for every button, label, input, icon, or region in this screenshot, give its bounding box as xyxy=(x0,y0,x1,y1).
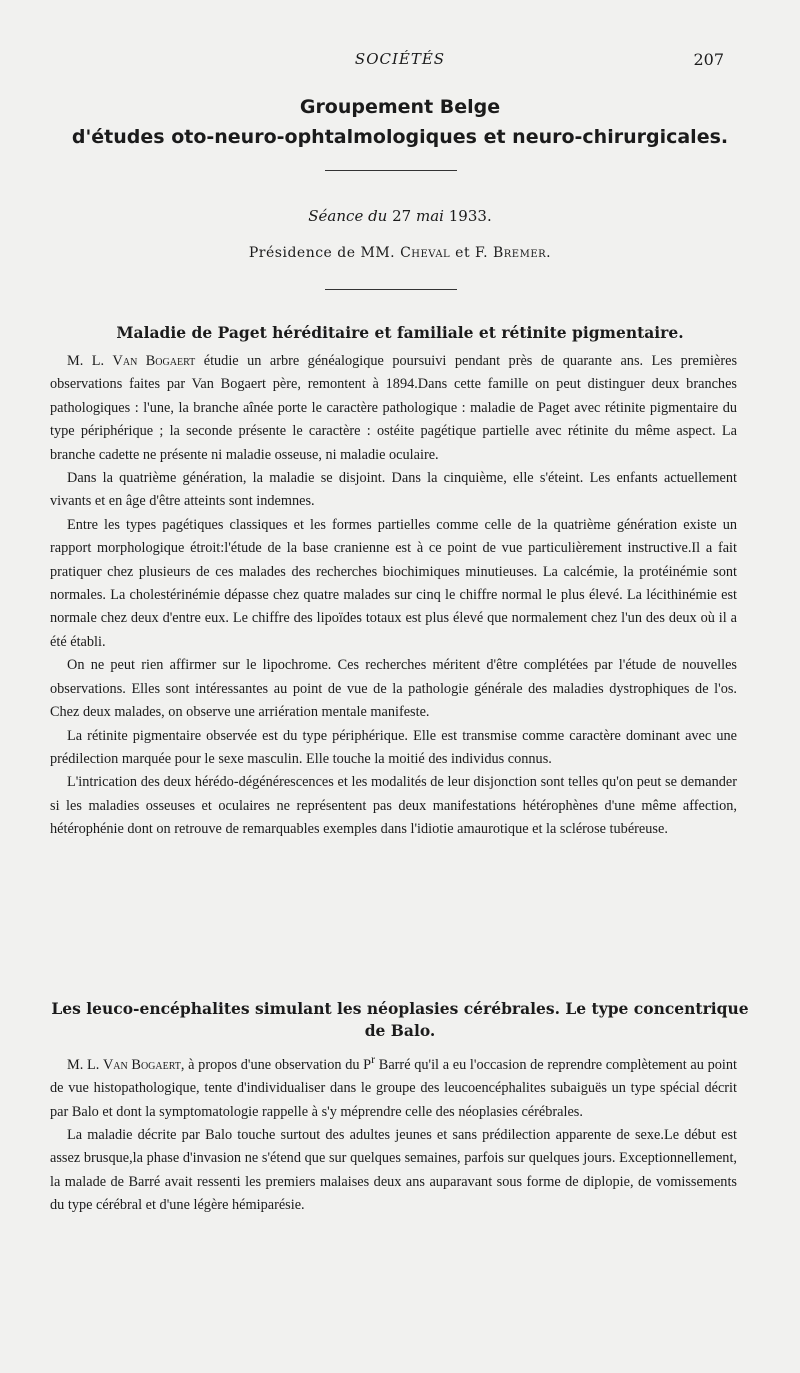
paragraph: La maladie décrite par Balo touche surtout des adultes jeunes et sans prédilection apparente de sexe.Le début est assez brusque,la phase d'invasion ne s'étend que sur quelques semaines, parfois sur quelques jours. Exceptionnellement, la malade de Barré avait ressenti les premiers malaises deux ans auparavant sous forme de diplopie, de vomissements du type cérébral et d'une légère hémiparésie. xyxy=(50,1126,737,1214)
author-prefix: M. L. xyxy=(67,353,105,369)
article-1-title: Maladie de Paget héréditaire et familiale et rétinite pigmentaire. xyxy=(116,323,684,342)
paragraph: L'intrication des deux hérédo-dégénérescences et les modalités de leur disjonction sont telles qu'on peut se demander si les maladies osseuses et oculaires ne représentent pas deux manifestations hétérophènes d'une même affection, hétérophénie dont on retrouve de remarquables exemples dans l'idiotie amaurotique et la sclérose tubéreuse. xyxy=(50,774,737,838)
paragraph: On ne peut rien affirmer sur le lipochrome. Ces recherches méritent d'être complétées par l'étude de nouvelles observations. Elles sont intéressantes au point de vue de la pathologie générale des maladies dystrophiques de l'os. Chez deux malades, on observe une arriération mentale manifeste. xyxy=(50,657,737,721)
divider-rule xyxy=(325,170,457,171)
running-head-title: SOCIÉTÉS xyxy=(354,50,446,68)
presidence-prefix: Présidence de MM. xyxy=(248,245,396,261)
paragraph-text: , à propos d'une observation du P xyxy=(180,1056,372,1073)
paragraph xyxy=(50,350,737,467)
superscript: r xyxy=(371,1052,376,1066)
article-2-title: Les leuco-encéphalites simulant les néoplasies cérébrales. Le type concentrique de Balo. xyxy=(51,999,749,1040)
seance-day: 27 xyxy=(392,207,412,225)
seance-prefix: Séance du xyxy=(308,207,388,225)
running-head xyxy=(0,50,800,72)
presidence xyxy=(0,245,800,261)
page-number: 207 xyxy=(693,50,724,69)
author-name: Van Bogaert xyxy=(112,353,196,369)
paragraph xyxy=(50,1048,737,1124)
paragraph: Dans la quatrième génération, la maladie se disjoint. Dans la cinquième, elle s'éteint. Les enfants actuellement vivants et en âge d'être atteints sont indemnes. xyxy=(50,470,737,510)
article-2-body xyxy=(50,1048,737,1218)
society-title-line1: Groupement Belge xyxy=(299,96,501,118)
seance-month: mai xyxy=(416,207,444,225)
seance-year: 1933. xyxy=(448,207,492,225)
divider-rule xyxy=(325,289,457,290)
seance-date xyxy=(0,207,800,225)
presidence-conj: et xyxy=(455,245,471,261)
paragraph: La rétinite pigmentaire observée est du type périphérique. Elle est transmise comme caractère dominant avec une prédilection marquée pour le sexe masculin. Elle touche la moitié des individus connus. xyxy=(50,727,737,767)
author-prefix: M. L. xyxy=(67,1056,100,1073)
president-2: F. Bremer. xyxy=(475,245,552,261)
paragraph-text: étudie un arbre généalogique poursuivi pendant près de quarante ans. Les premières observations faites par Van Bogaert père, remontent à 1894.Dans cette famille on peut distinguer deux branches pathologiques : l'une, la branche aînée porte le caractère pathologique : maladie de Paget avec rétinite pigmentaire du type périphérique ; la seconde présente le caractère : ostéite pagétique partielle avec rétinite du même aspect. La branche cadette ne présente ni maladie osseuse, ni maladie oculaire. xyxy=(50,353,738,463)
president-1: Cheval xyxy=(400,245,451,261)
paragraph-text: Barré qu'il a eu l'occasion de reprendre complètement au point de vue histopathologique, tente d'individualiser dans le groupe des leucoencéphalites subaiguës un type spécial décrit par Balo et dont la symptomatologie rappelle à s'y méprendre celle des néoplasies cérébrales. xyxy=(50,1056,737,1120)
article-1-body xyxy=(50,350,737,842)
society-title-line2: d'études oto-neuro-ophtalmologiques et neuro-chirurgicales. xyxy=(71,126,729,148)
paragraph: Entre les types pagétiques classiques et les formes partielles comme celle de la quatrième génération existe un rapport morphologique étroit:l'étude de la base cranienne est à ce point de vue particulièrement instructive.Il a fait pratiquer chez plusieurs de ces malades des recherches biochimiques minutieuses. La calcémie, la protéinémie sont normales. La cholestérinémie dépasse chez quatre malades sur cinq le chiffre normal le plus élevé. La lécithinémie est normale chez deux d'entre eux. Le chiffre des lipoïdes totaux est plus élevé que normalement chez l'un des deux où il a été établi. xyxy=(50,516,737,650)
author-name: Van Bogaert xyxy=(102,1056,181,1073)
